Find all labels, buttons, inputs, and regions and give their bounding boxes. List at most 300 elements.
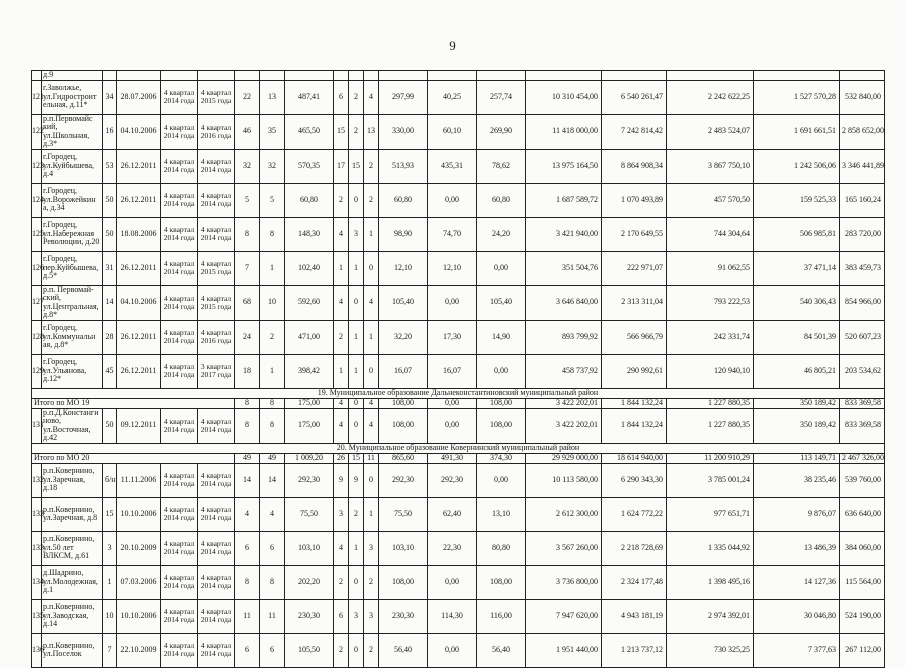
value-cell-c7: 18 — [235, 354, 260, 388]
value-cell-c14: 0,00 — [428, 183, 477, 217]
value-cell-c19: 46 805,21 — [754, 354, 840, 388]
value-cell-c16: 458 737,92 — [526, 354, 602, 388]
value-cell-c12: 4 — [364, 408, 379, 443]
value-cell-c12: 2 — [364, 633, 379, 667]
value-cell-c9: 60,80 — [285, 183, 334, 217]
table-row — [32, 354, 885, 388]
address-cell: д.Шадрино, ул.Молодежная, д.1 — [42, 565, 103, 599]
row-number-cell: 134 — [32, 565, 42, 599]
value-cell-c14: 114,30 — [428, 599, 477, 633]
value-cell-c12: 0 — [364, 463, 379, 497]
address-cell: г.Городец, ул.Ворожейкин а, д.34 — [42, 183, 103, 217]
value-cell-c15: 14,90 — [477, 320, 526, 354]
total-cell-c10: 4 — [334, 398, 349, 408]
value-cell-c9: 487,41 — [285, 80, 334, 114]
value-cell-c8: 6 — [260, 633, 285, 667]
value-cell-c9: 175,00 — [285, 408, 334, 443]
row-number-cell: 132 — [32, 463, 42, 497]
value-cell-c14: 0,00 — [428, 633, 477, 667]
value-cell-c18: 730 325,25 — [667, 633, 754, 667]
value-cell-c13: 98,90 — [379, 217, 428, 251]
value-cell-c7: 6 — [235, 531, 260, 565]
value-cell-c11: 0 — [349, 565, 364, 599]
row-number-cell: 125 — [32, 217, 42, 251]
value-cell-c17: 1 844 132,24 — [602, 408, 667, 443]
value-cell-c9: 148,30 — [285, 217, 334, 251]
value-cell-c10: 6 — [334, 599, 349, 633]
value-cell-c13: 292,30 — [379, 463, 428, 497]
value-cell-c8: 5 — [260, 183, 285, 217]
value-cell-c13: 32,20 — [379, 320, 428, 354]
value-cell-c13: 103,10 — [379, 531, 428, 565]
value-cell-c17: 222 971,07 — [602, 251, 667, 285]
doc-number-cell: 15 — [103, 497, 117, 531]
value-cell-c8: 10 — [260, 285, 285, 320]
row-number-cell: 129 — [32, 354, 42, 388]
table-body-total-19 — [32, 398, 885, 408]
value-cell-c7: 8 — [235, 565, 260, 599]
value-cell-c20: 2 858 652,00 — [840, 114, 885, 149]
total-cell-c15: 374,30 — [477, 453, 526, 463]
value-cell-c7: 46 — [235, 114, 260, 149]
row-number-cell: 124 — [32, 183, 42, 217]
value-cell-c18: 3 867 750,10 — [667, 149, 754, 183]
value-cell-c20: 854 966,00 — [840, 285, 885, 320]
total-cell-c12: 4 — [364, 398, 379, 408]
value-cell-c13: 230,30 — [379, 599, 428, 633]
value-cell-c9: 471,00 — [285, 320, 334, 354]
doc-number-cell: 28 — [103, 320, 117, 354]
value-cell-c11: 1 — [349, 251, 364, 285]
date-cell: 11.11.2006 — [117, 463, 161, 497]
value-cell-c16: 3 421 940,00 — [526, 217, 602, 251]
row-number-cell: 121 — [32, 80, 42, 114]
planned-end-cell: 4 квартал 2014 года — [198, 217, 235, 251]
value-cell-c16: 13 975 164,50 — [526, 149, 602, 183]
date-cell: 26.12.2011 — [117, 183, 161, 217]
total-cell-c17: 18 614 940,00 — [602, 453, 667, 463]
planned-end-cell: 3 квартал 2017 года — [198, 354, 235, 388]
total-row — [32, 453, 885, 463]
value-cell-c18: 2 242 622,25 — [667, 80, 754, 114]
value-cell-c10: 17 — [334, 149, 349, 183]
value-cell-c10: 2 — [334, 633, 349, 667]
value-cell-c7: 4 — [235, 497, 260, 531]
total-cell-c18: 11 200 910,29 — [667, 453, 754, 463]
table-row — [32, 320, 885, 354]
planned-start-cell: 4 квартал 2014 года — [161, 80, 198, 114]
doc-number-cell: 3 — [103, 531, 117, 565]
value-cell-c11: 3 — [349, 599, 364, 633]
address-cell: р.п.Первомайс кий, ул.Школьная, д.3* — [42, 114, 103, 149]
row-number-cell: 123 — [32, 149, 42, 183]
total-cell-c18: 1 227 880,35 — [667, 398, 754, 408]
value-cell-c14: 0,00 — [428, 285, 477, 320]
value-cell-c10: 4 — [334, 408, 349, 443]
value-cell-c12: 1 — [364, 320, 379, 354]
value-cell-c20: 532 840,00 — [840, 80, 885, 114]
date-cell: 26.12.2011 — [117, 320, 161, 354]
row-number-cell: 126 — [32, 251, 42, 285]
value-cell-c16: 1 951 440,00 — [526, 633, 602, 667]
planned-end-cell: 4 квартал 2014 года — [198, 599, 235, 633]
value-cell-c7: 32 — [235, 149, 260, 183]
value-cell-c16: 3 736 800,00 — [526, 565, 602, 599]
value-cell-c16: 3 646 840,00 — [526, 285, 602, 320]
value-cell-c20: 384 060,00 — [840, 531, 885, 565]
planned-end-cell: 4 квартал 2015 года — [198, 285, 235, 320]
value-cell-c10: 6 — [334, 80, 349, 114]
value-cell-c17: 8 864 908,34 — [602, 149, 667, 183]
value-cell-c20: 3 346 441,89 — [840, 149, 885, 183]
value-cell-c18: 120 940,10 — [667, 354, 754, 388]
value-cell-c20: 283 720,00 — [840, 217, 885, 251]
value-cell-c7: 14 — [235, 463, 260, 497]
value-cell-c15: 105,40 — [477, 285, 526, 320]
address-cell: г.Городец, пер.Куйбышева, д.5* — [42, 251, 103, 285]
planned-end-cell: 4 квартал 2014 года — [198, 183, 235, 217]
value-cell-c16: 10 310 454,00 — [526, 80, 602, 114]
doc-number-cell: 16 — [103, 114, 117, 149]
total-row — [32, 398, 885, 408]
doc-number-cell: б/н — [103, 463, 117, 497]
value-cell-c12: 2 — [364, 149, 379, 183]
value-cell-c9: 592,60 — [285, 285, 334, 320]
value-cell-c12: 1 — [364, 217, 379, 251]
address-cell: р.п.Ковернино, ул.50 лет ВЛКСМ, д.61 — [42, 531, 103, 565]
value-cell-c11: 0 — [349, 183, 364, 217]
table-row — [32, 285, 885, 320]
value-cell-c12: 13 — [364, 114, 379, 149]
value-cell-c13: 297,99 — [379, 80, 428, 114]
date-cell: 20.10.2009 — [117, 531, 161, 565]
table-row — [32, 565, 885, 599]
table-row — [32, 408, 885, 443]
planned-end-cell: 4 квартал 2014 года — [198, 408, 235, 443]
planned-start-cell: 4 квартал 2014 года — [161, 599, 198, 633]
doc-number-cell: 14 — [103, 285, 117, 320]
address-cell: д.9 — [42, 71, 103, 81]
total-cell-c12: 11 — [364, 453, 379, 463]
section-title: 20. Муниципальное образование Ковернинский муниципальный район — [32, 443, 885, 453]
value-cell-c7: 11 — [235, 599, 260, 633]
planned-start-cell: 4 квартал 2014 года — [161, 633, 198, 667]
doc-number-cell: 10 — [103, 599, 117, 633]
table-body-row-131 — [32, 408, 885, 443]
table-row — [32, 71, 885, 81]
value-cell-c15: 0,00 — [477, 463, 526, 497]
value-cell-c16: 10 113 580,00 — [526, 463, 602, 497]
value-cell-c17: 1 070 493,89 — [602, 183, 667, 217]
address-cell: р.п. Первомай- ский, ул.Центральная, д.8* — [42, 285, 103, 320]
value-cell-c19: 506 985,81 — [754, 217, 840, 251]
value-cell-c20: 267 112,00 — [840, 633, 885, 667]
value-cell-c18: 1 398 495,16 — [667, 565, 754, 599]
value-cell-c17: 6 290 343,30 — [602, 463, 667, 497]
value-cell-c10: 2 — [334, 565, 349, 599]
value-cell-c13: 108,00 — [379, 408, 428, 443]
page-number: 9 — [449, 38, 456, 53]
planned-start-cell: 4 квартал 2014 года — [161, 565, 198, 599]
planned-end-cell: 4 квартал 2014 года — [198, 497, 235, 531]
total-cell-c16: 29 929 000,00 — [526, 453, 602, 463]
value-cell-c15: 108,00 — [477, 565, 526, 599]
value-cell-c7: 7 — [235, 251, 260, 285]
total-cell-c11: 15 — [349, 453, 364, 463]
value-cell-c14: 0,00 — [428, 565, 477, 599]
value-cell-c10: 15 — [334, 114, 349, 149]
value-cell-c11: 1 — [349, 354, 364, 388]
value-cell-c15: 60,80 — [477, 183, 526, 217]
table-row — [32, 114, 885, 149]
value-cell-c7: 22 — [235, 80, 260, 114]
value-cell-c17: 2 313 311,04 — [602, 285, 667, 320]
value-cell-c20: 539 760,00 — [840, 463, 885, 497]
value-cell-c11: 9 — [349, 463, 364, 497]
value-cell-c10: 4 — [334, 285, 349, 320]
value-cell-c15: 13,10 — [477, 497, 526, 531]
value-cell-c18: 3 785 001,24 — [667, 463, 754, 497]
table-row — [32, 217, 885, 251]
value-cell-c20: 383 459,73 — [840, 251, 885, 285]
value-cell-c16: 351 504,76 — [526, 251, 602, 285]
value-cell-c19: 1 527 570,28 — [754, 80, 840, 114]
value-cell-c9: 75,50 — [285, 497, 334, 531]
value-cell-c17: 566 966,79 — [602, 320, 667, 354]
row-number-cell: 128 — [32, 320, 42, 354]
value-cell-c11: 15 — [349, 149, 364, 183]
value-cell-c15: 108,00 — [477, 408, 526, 443]
table-row — [32, 599, 885, 633]
value-cell-c14: 17,30 — [428, 320, 477, 354]
value-cell-c9: 102,40 — [285, 251, 334, 285]
table-body-district-b — [32, 463, 885, 667]
value-cell-c20: 115 564,00 — [840, 565, 885, 599]
planned-end-cell: 4 квартал 2014 года — [198, 633, 235, 667]
value-cell-c7: 6 — [235, 633, 260, 667]
value-cell-c7: 8 — [235, 217, 260, 251]
date-cell: 28.07.2006 — [117, 80, 161, 114]
table-body-section-19 — [32, 388, 885, 398]
table-row — [32, 531, 885, 565]
table-row — [32, 183, 885, 217]
planned-start-cell: 4 квартал 2014 года — [161, 149, 198, 183]
value-cell-c11: 3 — [349, 217, 364, 251]
total-cell-c9: 175,00 — [285, 398, 334, 408]
value-cell-c11: 0 — [349, 408, 364, 443]
doc-number-cell: 45 — [103, 354, 117, 388]
total-cell-c20: 833 369,58 — [840, 398, 885, 408]
total-cell-c15: 108,00 — [477, 398, 526, 408]
value-cell-c7: 5 — [235, 183, 260, 217]
value-cell-c14: 16,07 — [428, 354, 477, 388]
value-cell-c19: 1 691 661,51 — [754, 114, 840, 149]
value-cell-c8: 8 — [260, 408, 285, 443]
total-cell-c8: 49 — [260, 453, 285, 463]
date-cell: 10.10.2006 — [117, 497, 161, 531]
planned-end-cell: 4 квартал 2014 года — [198, 149, 235, 183]
value-cell-c16: 3 567 260,00 — [526, 531, 602, 565]
total-cell-c16: 3 422 202,01 — [526, 398, 602, 408]
planned-start-cell: 4 квартал 2014 года — [161, 183, 198, 217]
value-cell-c17: 7 242 814,42 — [602, 114, 667, 149]
table-row — [32, 80, 885, 114]
value-cell-c8: 35 — [260, 114, 285, 149]
doc-number-cell: 1 — [103, 565, 117, 599]
value-cell-c8: 1 — [260, 354, 285, 388]
value-cell-c12: 4 — [364, 285, 379, 320]
doc-number-cell: 7 — [103, 633, 117, 667]
total-label: Итого по МО 19 — [32, 398, 235, 408]
planned-end-cell: 4 квартал 2014 года — [198, 463, 235, 497]
value-cell-c20: 203 534,62 — [840, 354, 885, 388]
value-cell-c13: 108,00 — [379, 565, 428, 599]
address-cell: р.п.Ковернино, ул.Заречная, д.8 — [42, 497, 103, 531]
total-cell-c14: 491,30 — [428, 453, 477, 463]
value-cell-c15: 269,90 — [477, 114, 526, 149]
value-cell-c16: 7 947 620,00 — [526, 599, 602, 633]
value-cell-c18: 2 483 524,07 — [667, 114, 754, 149]
section-title: 19. Муниципальное образование Дальнеконстантиновский муниципальный район — [32, 388, 885, 398]
value-cell-c18: 457 570,50 — [667, 183, 754, 217]
value-cell-c16: 893 799,92 — [526, 320, 602, 354]
planned-end-cell: 4 квартал 2016 года — [198, 320, 235, 354]
planned-start-cell: 4 квартал 2014 года — [161, 408, 198, 443]
value-cell-c12: 0 — [364, 354, 379, 388]
value-cell-c18: 1 227 880,35 — [667, 408, 754, 443]
total-label: Итого по МО 20 — [32, 453, 235, 463]
total-cell-c11: 0 — [349, 398, 364, 408]
address-cell: г.Городец, ул.Коммунальн ая, д.8* — [42, 320, 103, 354]
value-cell-c11: 2 — [349, 80, 364, 114]
value-cell-c14: 62,40 — [428, 497, 477, 531]
value-cell-c8: 2 — [260, 320, 285, 354]
value-cell-c14: 12,10 — [428, 251, 477, 285]
value-cell-c9: 570,35 — [285, 149, 334, 183]
value-cell-c8: 32 — [260, 149, 285, 183]
date-cell: 26.12.2011 — [117, 251, 161, 285]
value-cell-c19: 540 306,43 — [754, 285, 840, 320]
row-number-cell: 127 — [32, 285, 42, 320]
row-number-cell: 136 — [32, 633, 42, 667]
address-cell: р.п.Д.Констанги ново, ул.Восточная, д.42 — [42, 408, 103, 443]
value-cell-c18: 1 335 044,92 — [667, 531, 754, 565]
total-cell-c7: 49 — [235, 453, 260, 463]
value-cell-c19: 38 235,46 — [754, 463, 840, 497]
value-cell-c12: 2 — [364, 183, 379, 217]
value-cell-c19: 13 486,39 — [754, 531, 840, 565]
value-cell-c15: 0,00 — [477, 354, 526, 388]
table-body-total-20 — [32, 453, 885, 463]
value-cell-c17: 4 943 181,19 — [602, 599, 667, 633]
value-cell-c9: 105,50 — [285, 633, 334, 667]
doc-number-cell: 34 — [103, 80, 117, 114]
table-row — [32, 633, 885, 667]
value-cell-c19: 7 377,63 — [754, 633, 840, 667]
address-cell: г.Городец, ул.Набережная Революции, д.20 — [42, 217, 103, 251]
value-cell-c12: 0 — [364, 251, 379, 285]
value-cell-c13: 16,07 — [379, 354, 428, 388]
value-cell-c17: 6 540 261,47 — [602, 80, 667, 114]
value-cell-c18: 91 062,55 — [667, 251, 754, 285]
value-cell-c17: 1 213 737,12 — [602, 633, 667, 667]
table-row — [32, 497, 885, 531]
value-cell-c14: 60,10 — [428, 114, 477, 149]
value-cell-c7: 24 — [235, 320, 260, 354]
value-cell-c19: 1 242 506,06 — [754, 149, 840, 183]
address-cell: г.Городец, ул.Ульянова, д.12* — [42, 354, 103, 388]
value-cell-c13: 75,50 — [379, 497, 428, 531]
value-cell-c11: 2 — [349, 497, 364, 531]
value-cell-c18: 242 331,74 — [667, 320, 754, 354]
total-cell-c13: 108,00 — [379, 398, 428, 408]
doc-number-cell: 50 — [103, 183, 117, 217]
total-cell-c19: 350 189,42 — [754, 398, 840, 408]
value-cell-c18: 977 651,71 — [667, 497, 754, 531]
value-cell-c19: 30 046,80 — [754, 599, 840, 633]
row-number-cell: 135 — [32, 599, 42, 633]
date-cell: 18.08.2006 — [117, 217, 161, 251]
value-cell-c15: 257,74 — [477, 80, 526, 114]
value-cell-c15: 24,20 — [477, 217, 526, 251]
value-cell-c19: 159 525,33 — [754, 183, 840, 217]
value-cell-c10: 2 — [334, 183, 349, 217]
value-cell-c12: 4 — [364, 80, 379, 114]
value-cell-c17: 2 218 728,69 — [602, 531, 667, 565]
value-cell-c16: 2 612 300,00 — [526, 497, 602, 531]
value-cell-c14: 22,30 — [428, 531, 477, 565]
value-cell-c15: 116,00 — [477, 599, 526, 633]
total-cell-c9: 1 009,20 — [285, 453, 334, 463]
value-cell-c14: 40,25 — [428, 80, 477, 114]
value-cell-c20: 833 369,58 — [840, 408, 885, 443]
value-cell-c8: 1 — [260, 251, 285, 285]
table-body-district-a — [32, 71, 885, 389]
address-cell: г.Заволжье, ул.Гидростроит ельная, д.11* — [42, 80, 103, 114]
housing-relocation-table — [31, 70, 885, 668]
value-cell-c12: 1 — [364, 497, 379, 531]
value-cell-c11: 2 — [349, 114, 364, 149]
total-cell-c19: 113 149,71 — [754, 453, 840, 463]
value-cell-c8: 11 — [260, 599, 285, 633]
date-cell: 26.12.2011 — [117, 354, 161, 388]
planned-start-cell: 4 квартал 2014 года — [161, 217, 198, 251]
value-cell-c13: 105,40 — [379, 285, 428, 320]
value-cell-c11: 1 — [349, 320, 364, 354]
value-cell-c20: 165 160,24 — [840, 183, 885, 217]
row-number-cell: 133 — [32, 497, 42, 531]
value-cell-c18: 744 304,64 — [667, 217, 754, 251]
value-cell-c7: 8 — [235, 408, 260, 443]
value-cell-c10: 2 — [334, 320, 349, 354]
value-cell-c8: 4 — [260, 497, 285, 531]
value-cell-c17: 2 324 177,48 — [602, 565, 667, 599]
value-cell-c13: 12,10 — [379, 251, 428, 285]
address-cell: г.Городец, ул.Куйбышева, д.4 — [42, 149, 103, 183]
value-cell-c19: 84 501,39 — [754, 320, 840, 354]
value-cell-c14: 0,00 — [428, 408, 477, 443]
value-cell-c9: 202,20 — [285, 565, 334, 599]
value-cell-c17: 2 170 649,55 — [602, 217, 667, 251]
value-cell-c20: 524 190,00 — [840, 599, 885, 633]
value-cell-c16: 1 687 589,72 — [526, 183, 602, 217]
total-cell-c14: 0,00 — [428, 398, 477, 408]
value-cell-c16: 11 418 000,00 — [526, 114, 602, 149]
value-cell-c11: 1 — [349, 531, 364, 565]
value-cell-c9: 292,30 — [285, 463, 334, 497]
value-cell-c15: 80,80 — [477, 531, 526, 565]
value-cell-c18: 2 974 392,01 — [667, 599, 754, 633]
